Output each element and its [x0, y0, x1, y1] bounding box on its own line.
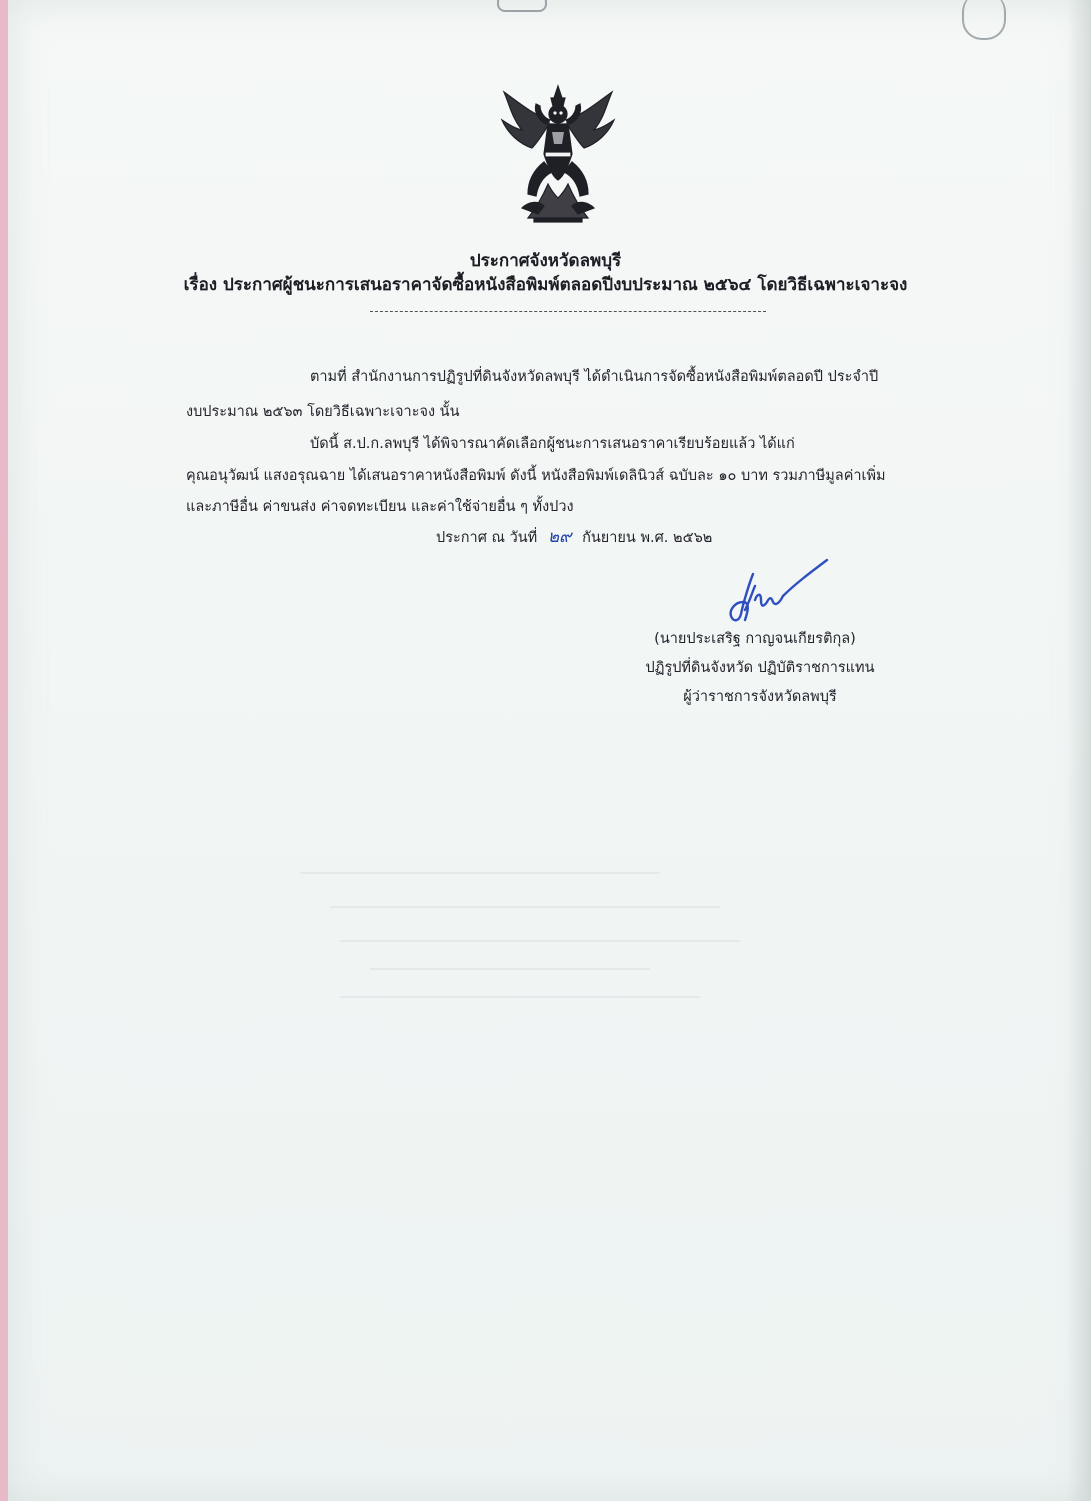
- paragraph-2-line-1: บัดนี้ ส.ป.ก.ลพบุรี ได้พิจารณาคัดเลือกผู้ชนะการเสนอราคาเรียบร้อยแล้ว ได้แก่: [310, 436, 795, 452]
- announcement-date: [436, 523, 712, 550]
- show-through-mark: [330, 906, 720, 908]
- paper-edge-shadow: [1067, 0, 1091, 1501]
- signatory-name: (นายประเสริฐ กาญจนเกียรติกุล): [654, 631, 856, 647]
- document-subject: เรื่อง ประกาศผู้ชนะการเสนอราคาจัดซื้อหนังสือพิมพ์ตลอดปีงบประมาณ ๒๕๖๔ โดยวิธีเฉพาะเจาะจง: [183, 275, 908, 295]
- paragraph-1-line-1: ตามที่ สำนักงานการปฏิรูปที่ดินจังหวัดลพบุรี ได้ดำเนินการจัดซื้อหนังสือพิมพ์ตลอดปี ประจำปี: [310, 369, 879, 385]
- show-through-mark: [340, 940, 740, 942]
- show-through-mark: [340, 996, 700, 998]
- paragraph-2-line-3: และภาษีอื่น ค่าขนส่ง ค่าจดทะเบียน และค่าใช้จ่ายอื่น ๆ ทั้งปวง: [186, 499, 574, 515]
- paragraph-2-line-2: คุณอนุวัฒน์ แสงอรุณฉาย ได้เสนอราคาหนังสือพิมพ์ ดังนี้ หนังสือพิมพ์เดลินิวส์ ฉบับละ ๑๐ บาท รวมภาษีมูลค่าเพิ่ม: [186, 468, 886, 484]
- signatory-position: ปฏิรูปที่ดินจังหวัด ปฏิบัติราชการแทน: [645, 660, 875, 676]
- handwritten-signature-icon: [727, 556, 831, 628]
- signatory-office: ผู้ว่าราชการจังหวัดลพบุรี: [683, 689, 837, 705]
- announcement-day-handwritten: ๒๙: [547, 527, 572, 547]
- paragraph-1-line-2: งบประมาณ ๒๕๖๓ โดยวิธีเฉพาะเจาะจง นั้น: [186, 404, 460, 420]
- show-through-mark: [370, 968, 650, 970]
- document-title: ประกาศจังหวัดลพบุรี: [469, 251, 622, 271]
- paper-clip-icon: [497, 0, 547, 12]
- garuda-emblem-icon: [498, 84, 618, 226]
- title-divider: [370, 311, 766, 312]
- show-through-mark: [300, 872, 660, 874]
- announcement-month-year: กันยายน พ.ศ. ๒๕๖๒: [582, 530, 713, 546]
- binder-clip-icon: [962, 0, 1006, 40]
- announcement-date-prefix: ประกาศ ณ วันที่: [436, 530, 538, 546]
